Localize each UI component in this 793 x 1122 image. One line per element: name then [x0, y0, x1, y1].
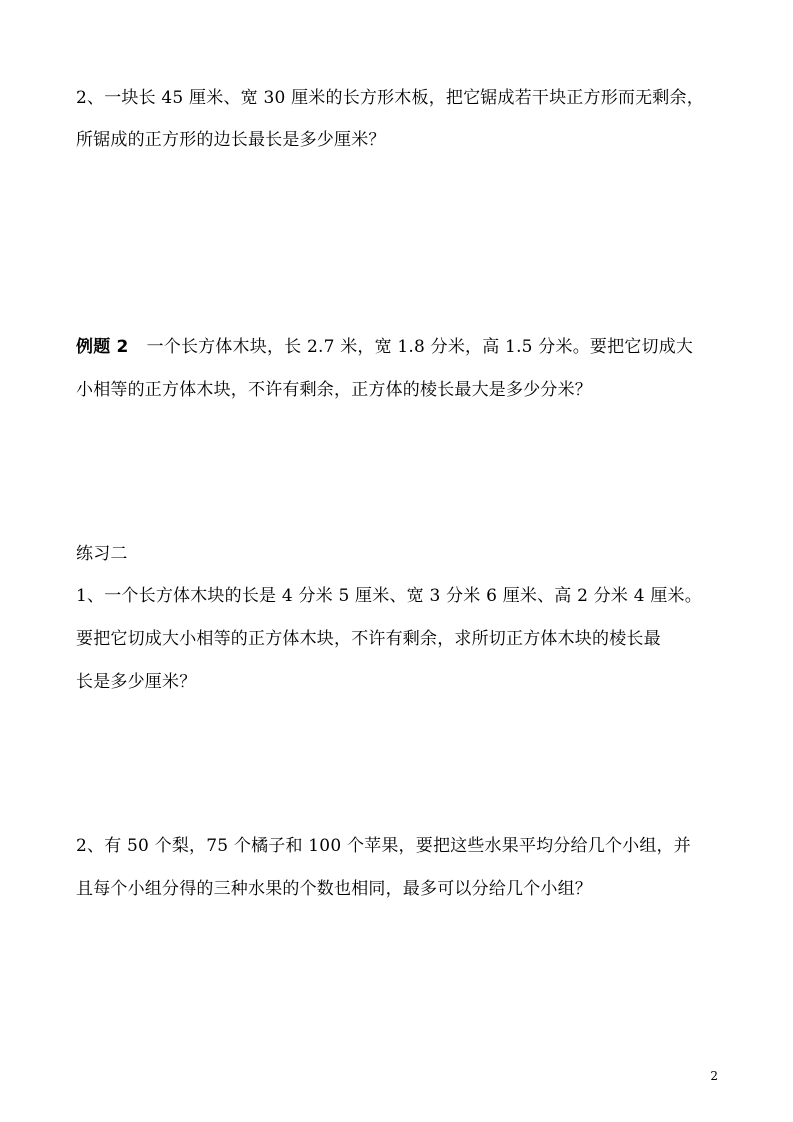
practice-2-question-1-line-2: 要把它切成大小相等的正方体木块，不许有剩余，求所切正方体木块的棱长最: [76, 629, 661, 649]
example-2-line-2: 小相等的正方体木块，不许有剩余，正方体的棱长最大是多少分米？: [76, 380, 592, 400]
example-2-label: 例题 2: [76, 337, 129, 357]
practice-2-question-2-line-2: 且每个小组分得的三种水果的个数也相同，最多可以分给几个小组？: [76, 879, 592, 899]
practice-2-title: 练习二: [76, 544, 128, 564]
practice-2-question-2-line-1: 2、有 50 个梨，75 个橘子和 100 个苹果，要把这些水果平均分给几个小组，并: [76, 836, 691, 856]
practice-2-question-1-line-3: 长是多少厘米？: [76, 672, 197, 692]
problem-2-line-1: 2、一块长 45 厘米、宽 30 厘米的长方形木板，把它锯成若干块正方形而无剩余，: [76, 88, 704, 108]
practice-2-question-1-line-1: 1、一个长方体木块的长是 4 分米 5 厘米、宽 3 分米 6 厘米、高 2 分米 4 厘米。: [76, 586, 702, 606]
example-2-text-line-1: 一个长方体木块，长 2.7 米，宽 1.8 分米，高 1.5 分米。要把它切成大: [146, 337, 694, 357]
problem-2-line-2: 所锯成的正方形的边长最长是多少厘米？: [76, 130, 386, 150]
page-number: 2: [710, 1069, 718, 1083]
example-2-line-1: [76, 335, 693, 359]
